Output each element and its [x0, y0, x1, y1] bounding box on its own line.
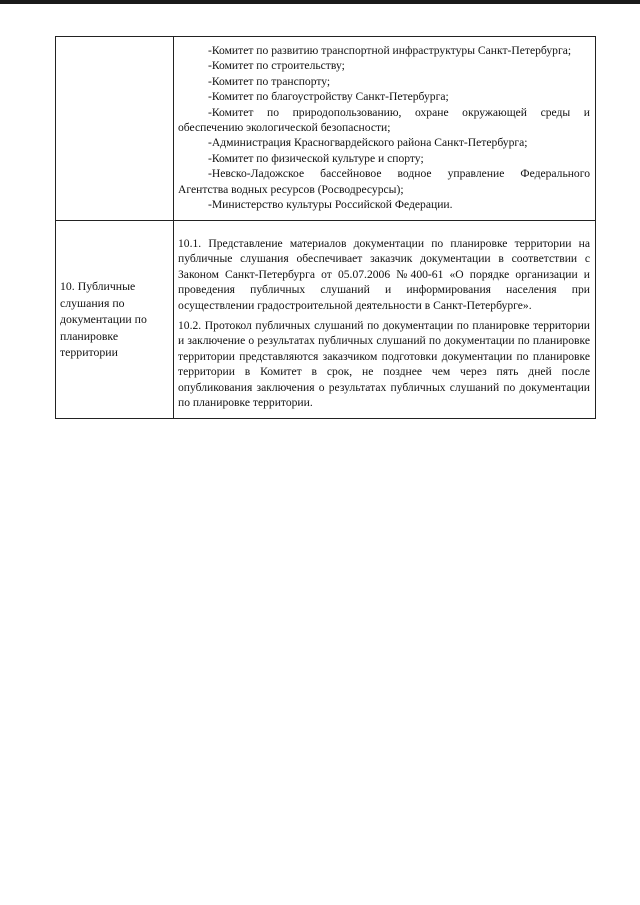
table-row [56, 37, 596, 221]
list-item: -Комитет по природопользованию, охране окружающей среды и обеспечению экологической безопасности; [178, 105, 590, 135]
list-item: -Министерство культуры Российской Федерации. [208, 198, 453, 212]
paragraph-10-2: 10.2. Протокол публичных слушаний по документации по планировке территории и заключение о результатах публичных слушаний по документации по планировке территории представляются заказчиком подготовки документации по планировке территории в Комитет в срок, не позднее чем через пять дней после опубликования заключения о результатах публичных слушаний по документации по планировке территории. [178, 319, 590, 410]
list-item: -Невско-Ладожское бассейновое водное управление Федерального Агентства водных ресурсов (Росводресурсы); [178, 167, 590, 196]
list-item: -Комитет по благоустройству Санкт-Петербурга; [208, 90, 449, 104]
list-item: -Комитет по физической культуре и спорту; [208, 151, 424, 165]
paragraph-10-1: 10.1. Представление материалов документации по планировке территории на публичные слушания обеспечивает заказчик документации в соответствии с Законом Санкт-Петербурга от 05.07.2006 №400-61 «О порядке организации и проведения публичных слушаний и информирования населения при осуществлении градостроительной деятельности в Санкт-Петербурге». [178, 237, 590, 312]
authorities-cell [174, 37, 596, 221]
section-10-title: 10. Публичные слушания по документации по планировке территории [60, 279, 147, 360]
terms-table [55, 36, 596, 419]
list-item: -Комитет по строительству; [208, 59, 345, 73]
section-10-content [174, 221, 596, 419]
row-label-cell [56, 221, 174, 419]
table-row [56, 221, 596, 419]
list-item: -Комитет по транспорту; [208, 74, 331, 88]
top-border-line [0, 0, 640, 4]
list-item: -Администрация Красногвардейского района Санкт-Петербурга; [208, 136, 528, 150]
list-item: -Комитет по развитию транспортной инфраструктуры Санкт-Петербурга; [208, 44, 572, 57]
row-label-cell [56, 37, 174, 221]
